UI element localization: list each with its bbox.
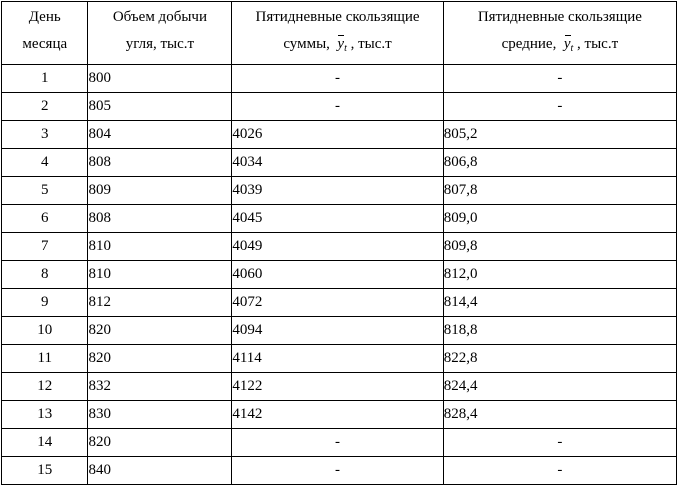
table-row [2, 317, 677, 345]
cell-volume: 808 [88, 149, 232, 177]
cell-moving-sum: 4039 [232, 177, 443, 205]
cell-moving-average: 809,0 [443, 205, 676, 233]
cell-day: 13 [2, 401, 88, 429]
cell-volume: 820 [88, 317, 232, 345]
cell-moving-sum: 4122 [232, 373, 443, 401]
table-row [2, 65, 677, 93]
cell-day: 5 [2, 177, 88, 205]
cell-day: 10 [2, 317, 88, 345]
cell-volume: 810 [88, 233, 232, 261]
header-row [2, 2, 677, 65]
cell-volume: 805 [88, 93, 232, 121]
y-subscript: t [570, 43, 574, 54]
y-bar-symbol: y [337, 33, 344, 55]
cell-moving-sum: 4045 [232, 205, 443, 233]
cell-volume: 820 [88, 429, 232, 457]
cell-moving-sum: 4094 [232, 317, 443, 345]
header-volume [88, 2, 232, 65]
header-sum-line2 [232, 33, 442, 60]
y-bar-symbol: y [564, 33, 571, 55]
cell-volume: 810 [88, 261, 232, 289]
table-row [2, 149, 677, 177]
cell-volume: 808 [88, 205, 232, 233]
cell-moving-average: 824,4 [443, 373, 676, 401]
cell-volume: 832 [88, 373, 232, 401]
cell-moving-average: 814,4 [443, 289, 676, 317]
header-volume-line2: угля, тыс.т [125, 36, 195, 52]
cell-day: 15 [2, 457, 88, 485]
cell-moving-sum: - [232, 65, 443, 93]
cell-moving-sum: 4142 [232, 401, 443, 429]
cell-volume: 804 [88, 121, 232, 149]
cell-moving-sum: - [232, 429, 443, 457]
cell-moving-average: - [443, 429, 676, 457]
header-day [2, 2, 88, 65]
cell-moving-average: 809,8 [443, 233, 676, 261]
header-sum-post: , тыс.т [350, 36, 392, 52]
cell-moving-average: - [443, 93, 676, 121]
cell-moving-sum: - [232, 457, 443, 485]
header-sum-line1: Пятидневные скользящие [255, 9, 420, 25]
header-moving-average [443, 2, 676, 65]
table-row [2, 121, 677, 149]
table-row [2, 373, 677, 401]
cell-moving-sum: 4060 [232, 261, 443, 289]
table-row [2, 401, 677, 429]
cell-moving-average: - [443, 65, 676, 93]
table-row [2, 233, 677, 261]
cell-day: 7 [2, 233, 88, 261]
header-avg-post: , тыс.т [577, 36, 619, 52]
cell-moving-sum: 4049 [232, 233, 443, 261]
cell-volume: 830 [88, 401, 232, 429]
cell-day: 9 [2, 289, 88, 317]
table-row [2, 457, 677, 485]
header-avg-line2 [444, 33, 676, 60]
cell-moving-average: 828,4 [443, 401, 676, 429]
cell-day: 11 [2, 345, 88, 373]
cell-moving-sum: 4072 [232, 289, 443, 317]
cell-moving-average: 812,0 [443, 261, 676, 289]
header-moving-sum [232, 2, 443, 65]
cell-day: 8 [2, 261, 88, 289]
cell-moving-sum: 4034 [232, 149, 443, 177]
cell-volume: 800 [88, 65, 232, 93]
cell-day: 14 [2, 429, 88, 457]
cell-day: 4 [2, 149, 88, 177]
cell-moving-sum: 4114 [232, 345, 443, 373]
cell-moving-average: 818,8 [443, 317, 676, 345]
moving-averages-table [1, 1, 677, 485]
cell-day: 6 [2, 205, 88, 233]
header-avg-line1: Пятидневные скользящие [477, 9, 642, 25]
table-row [2, 261, 677, 289]
cell-volume: 812 [88, 289, 232, 317]
header-volume-line1: Объем добычи [112, 9, 207, 25]
cell-moving-average: 822,8 [443, 345, 676, 373]
cell-volume: 809 [88, 177, 232, 205]
cell-moving-average: 806,8 [443, 149, 676, 177]
table-row [2, 429, 677, 457]
cell-moving-average: - [443, 457, 676, 485]
cell-moving-average: 807,8 [443, 177, 676, 205]
table-row [2, 345, 677, 373]
table-row [2, 289, 677, 317]
header-day-line2: месяца [22, 36, 68, 52]
cell-day: 12 [2, 373, 88, 401]
cell-moving-average: 805,2 [443, 121, 676, 149]
cell-day: 3 [2, 121, 88, 149]
cell-volume: 840 [88, 457, 232, 485]
header-day-line1: День [28, 9, 61, 25]
cell-day: 2 [2, 93, 88, 121]
cell-day: 1 [2, 65, 88, 93]
header-avg-pre: средние, [501, 36, 557, 52]
cell-volume: 820 [88, 345, 232, 373]
table-row [2, 93, 677, 121]
header-sum-pre: суммы, [283, 36, 330, 52]
table-header [2, 2, 677, 65]
table-row [2, 177, 677, 205]
table-row [2, 205, 677, 233]
y-subscript: t [344, 43, 347, 54]
cell-moving-sum: - [232, 93, 443, 121]
cell-moving-sum: 4026 [232, 121, 443, 149]
table-body [2, 65, 677, 485]
